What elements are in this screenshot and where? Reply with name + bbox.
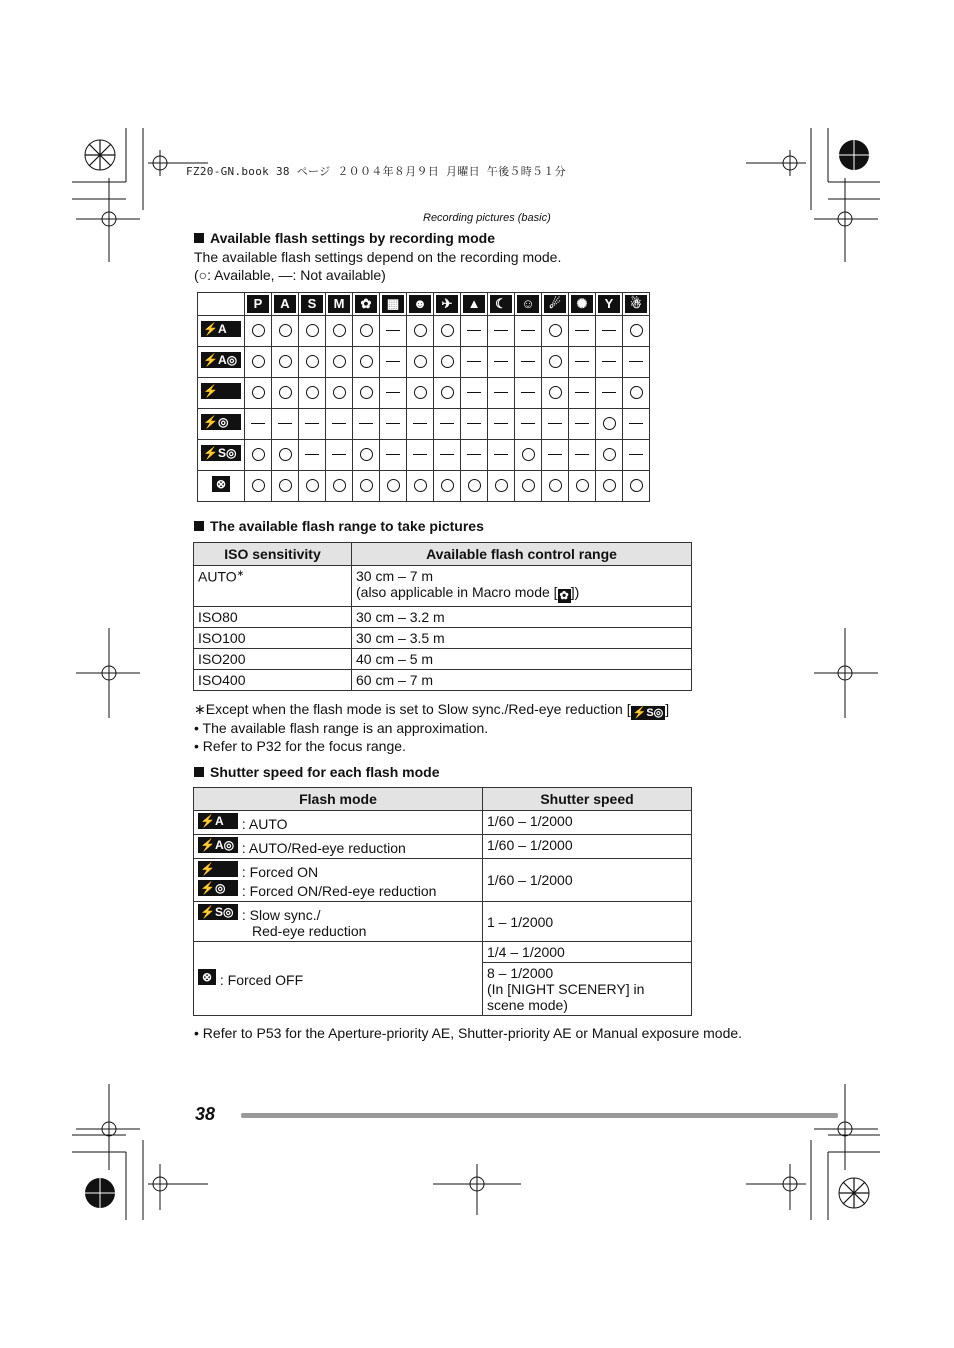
circle-icon <box>252 448 265 461</box>
fireworks-icon: ✺ <box>571 295 593 313</box>
available-mark <box>299 378 326 409</box>
not-available-mark <box>623 440 650 471</box>
motion-picture-icon: ▦ <box>382 295 404 313</box>
page-number: 38 <box>195 1104 216 1124</box>
section1-line1: The available flash settings depend on the recording mode. <box>194 249 562 265</box>
not-available-mark <box>515 409 542 440</box>
not-available-mark <box>326 440 353 471</box>
footer-rule <box>241 1113 838 1118</box>
circle-icon <box>414 386 427 399</box>
section1-legend: (○: Available, —: Not available) <box>194 267 386 283</box>
dash-icon <box>467 392 481 393</box>
grid-mode-header <box>596 293 623 316</box>
available-mark <box>407 471 434 502</box>
not-available-mark <box>272 409 299 440</box>
night-scenery-icon: ☾ <box>490 295 512 313</box>
circle-icon <box>441 324 454 337</box>
grid-corner <box>198 293 245 316</box>
not-available-mark <box>461 378 488 409</box>
col-header-flash-mode: Flash mode <box>194 788 483 811</box>
flash-forced-on-icon: ⚡ <box>201 383 241 399</box>
not-available-mark <box>407 440 434 471</box>
dash-icon <box>467 330 481 331</box>
circle-icon <box>333 324 346 337</box>
dash-icon <box>629 423 643 424</box>
circle-icon <box>333 355 346 368</box>
dash-icon <box>575 454 589 455</box>
dash-icon <box>305 423 319 424</box>
col-header-range: Available flash control range <box>352 543 692 566</box>
col-header-shutter-speed: Shutter speed <box>483 788 692 811</box>
dash-icon <box>575 392 589 393</box>
flash-slow-sync-redeye-icon: ⚡S◎ <box>198 904 238 920</box>
grid-mode-header <box>434 293 461 316</box>
sports-icon: ✈ <box>436 295 458 313</box>
circle-icon <box>468 479 481 492</box>
dash-icon <box>521 361 535 362</box>
grid-mode-header <box>542 293 569 316</box>
circle-icon <box>603 479 616 492</box>
night-portrait-icon: ☺ <box>517 295 539 313</box>
circle-icon <box>306 479 319 492</box>
dash-icon <box>602 361 616 362</box>
circle-icon <box>414 355 427 368</box>
available-mark <box>272 316 299 347</box>
not-available-mark <box>434 409 461 440</box>
available-mark <box>299 471 326 502</box>
not-available-mark <box>569 378 596 409</box>
dash-icon <box>440 454 454 455</box>
available-mark <box>596 471 623 502</box>
available-mark <box>353 316 380 347</box>
available-mark <box>596 440 623 471</box>
flash-auto-redeye-icon: ⚡A◎ <box>201 352 241 368</box>
dash-icon <box>386 330 400 331</box>
not-available-mark <box>488 440 515 471</box>
table-row: ISO80 30 cm – 3.2 m <box>194 607 692 628</box>
not-available-mark <box>515 378 542 409</box>
table-row: ⚡A : AUTO 1/60 – 1/2000 <box>194 811 692 835</box>
available-mark <box>461 471 488 502</box>
available-mark <box>569 471 596 502</box>
grid-row-header <box>198 471 245 502</box>
circle-icon <box>387 479 400 492</box>
not-available-mark <box>353 409 380 440</box>
mode-p-icon: P <box>247 295 269 313</box>
available-mark <box>434 347 461 378</box>
table-row: ⊗ : Forced OFF 1/4 – 1/2000 <box>194 942 692 963</box>
available-mark <box>245 316 272 347</box>
circle-icon <box>549 355 562 368</box>
available-mark <box>542 471 569 502</box>
dash-icon <box>602 330 616 331</box>
available-mark <box>245 347 272 378</box>
available-mark <box>326 378 353 409</box>
not-available-mark <box>569 440 596 471</box>
circle-icon <box>279 448 292 461</box>
not-available-mark <box>596 378 623 409</box>
not-available-mark <box>488 316 515 347</box>
not-available-mark <box>569 409 596 440</box>
dash-icon <box>386 454 400 455</box>
available-mark <box>434 316 461 347</box>
available-mark <box>407 347 434 378</box>
circle-icon <box>630 386 643 399</box>
running-head: Recording pictures (basic) <box>423 212 551 224</box>
grid-mode-header <box>461 293 488 316</box>
grid-mode-header <box>488 293 515 316</box>
flash-availability-grid <box>197 292 650 502</box>
flash-forced-off-icon: ⊗ <box>198 969 216 985</box>
circle-icon <box>306 386 319 399</box>
flash-forced-on-redeye-icon: ⚡◎ <box>198 880 238 896</box>
grid-row <box>198 471 650 502</box>
available-mark <box>272 471 299 502</box>
flash-auto-icon: ⚡A <box>201 321 241 337</box>
dash-icon <box>521 423 535 424</box>
flash-forced-off-icon: ⊗ <box>212 476 230 492</box>
table-row: 8 – 1/2000 (In [NIGHT SCENERY] in scene mode) <box>194 963 692 1016</box>
grid-row-header <box>198 347 245 378</box>
scenery-icon: ▲ <box>463 295 485 313</box>
available-mark <box>326 347 353 378</box>
not-available-mark <box>488 347 515 378</box>
not-available-mark <box>569 316 596 347</box>
flash-slow-sync-redeye-icon: ⚡S◎ <box>201 445 241 461</box>
macro-icon: ✿ <box>355 295 377 313</box>
table-row: ISO400 60 cm – 7 m <box>194 670 692 691</box>
not-available-mark <box>515 316 542 347</box>
grid-mode-header <box>515 293 542 316</box>
grid-row <box>198 316 650 347</box>
grid-mode-header <box>353 293 380 316</box>
dash-icon <box>332 454 346 455</box>
flash-auto-icon: ⚡A <box>198 813 238 829</box>
not-available-mark <box>434 440 461 471</box>
not-available-mark <box>569 347 596 378</box>
available-mark <box>353 378 380 409</box>
not-available-mark <box>596 347 623 378</box>
grid-mode-header <box>245 293 272 316</box>
dash-icon <box>467 454 481 455</box>
available-mark <box>596 409 623 440</box>
not-available-mark <box>488 409 515 440</box>
bullet-focus-range: • Refer to P32 for the focus range. <box>194 738 406 754</box>
dash-icon <box>494 361 508 362</box>
dash-icon <box>629 361 643 362</box>
available-mark <box>299 316 326 347</box>
grid-row <box>198 440 650 471</box>
party-icon: Y <box>598 295 620 313</box>
not-available-mark <box>542 440 569 471</box>
footnote-range: ∗Except when the flash mode is set to Slow sync./Red-eye reduction [ ⚡S◎ ] <box>194 701 670 719</box>
not-available-mark <box>380 378 407 409</box>
snow-icon: ☃ <box>625 295 647 313</box>
mode-a-icon: A <box>274 295 296 313</box>
available-mark <box>299 347 326 378</box>
circle-icon <box>252 386 265 399</box>
square-bullet-icon <box>194 233 204 243</box>
dash-icon <box>305 454 319 455</box>
circle-icon <box>603 448 616 461</box>
circle-icon <box>441 479 454 492</box>
not-available-mark <box>461 409 488 440</box>
circle-icon <box>549 386 562 399</box>
grid-row <box>198 409 650 440</box>
macro-icon: ✿ <box>559 590 569 602</box>
col-header-iso: ISO sensitivity <box>194 543 352 566</box>
grid-header-row <box>198 293 650 316</box>
dash-icon <box>575 330 589 331</box>
dash-icon <box>386 423 400 424</box>
dash-icon <box>440 423 454 424</box>
available-mark <box>326 316 353 347</box>
available-mark <box>353 471 380 502</box>
dash-icon <box>494 423 508 424</box>
grid-row-header <box>198 440 245 471</box>
available-mark <box>515 440 542 471</box>
available-mark <box>272 378 299 409</box>
dash-icon <box>575 361 589 362</box>
grid-mode-header <box>272 293 299 316</box>
table-row: AUTO∗ 30 cm – 7 m (also applicable in Macro mode [ ✿ ]) <box>194 566 692 607</box>
not-available-mark <box>488 378 515 409</box>
available-mark <box>272 440 299 471</box>
available-mark <box>407 316 434 347</box>
not-available-mark <box>623 409 650 440</box>
mode-m-icon: M <box>328 295 350 313</box>
circle-icon <box>630 479 643 492</box>
grid-row <box>198 347 650 378</box>
available-mark <box>488 471 515 502</box>
available-mark <box>623 316 650 347</box>
section-title-shutter-speed: Shutter speed for each flash mode <box>194 764 440 780</box>
square-bullet-icon <box>194 521 204 531</box>
circle-icon <box>441 386 454 399</box>
flash-range-table <box>193 542 692 691</box>
available-mark <box>272 347 299 378</box>
not-available-mark <box>245 409 272 440</box>
not-available-mark <box>299 440 326 471</box>
available-mark <box>353 347 380 378</box>
dash-icon <box>386 392 400 393</box>
dash-icon <box>521 392 535 393</box>
available-mark <box>326 471 353 502</box>
circle-icon <box>252 324 265 337</box>
grid-row-header <box>198 316 245 347</box>
dash-icon <box>494 392 508 393</box>
grid-mode-header <box>299 293 326 316</box>
available-mark <box>623 471 650 502</box>
dash-icon <box>494 454 508 455</box>
not-available-mark <box>407 409 434 440</box>
circle-icon <box>279 324 292 337</box>
not-available-mark <box>542 409 569 440</box>
not-available-mark <box>380 316 407 347</box>
dash-icon <box>575 423 589 424</box>
circle-icon <box>414 324 427 337</box>
grid-mode-header <box>407 293 434 316</box>
portrait-icon: ☻ <box>409 295 431 313</box>
panning-icon: ☄ <box>544 295 566 313</box>
circle-icon <box>360 324 373 337</box>
dash-icon <box>278 423 292 424</box>
shutter-speed-table <box>193 787 692 1016</box>
not-available-mark <box>515 347 542 378</box>
table-row: ⚡S◎ : Slow sync./ Red-eye reduction 1 – 1/2000 <box>194 902 692 942</box>
available-mark <box>542 316 569 347</box>
available-mark <box>380 471 407 502</box>
dash-icon <box>359 423 373 424</box>
table-row: ⚡A◎ : AUTO/Red-eye reduction 1/60 – 1/2000 <box>194 835 692 859</box>
square-bullet-icon <box>194 767 204 777</box>
dash-icon <box>548 423 562 424</box>
bullet-approximation: • The available flash range is an approximation. <box>194 720 489 736</box>
table-row: ⚡ : Forced ON ⚡◎ : Forced ON/Red-eye reduction 1/60 – 1/2000 <box>194 859 692 902</box>
section-title-flash-range: The available flash range to take pictures <box>194 518 484 534</box>
grid-row-header <box>198 378 245 409</box>
circle-icon <box>360 448 373 461</box>
not-available-mark <box>461 347 488 378</box>
not-available-mark <box>461 440 488 471</box>
dash-icon <box>413 423 427 424</box>
grid-row <box>198 378 650 409</box>
circle-icon <box>441 355 454 368</box>
not-available-mark <box>623 347 650 378</box>
available-mark <box>245 378 272 409</box>
available-mark <box>353 440 380 471</box>
not-available-mark <box>380 409 407 440</box>
flash-forced-on-redeye-icon: ⚡◎ <box>201 414 241 430</box>
not-available-mark <box>380 347 407 378</box>
circle-icon <box>576 479 589 492</box>
available-mark <box>623 378 650 409</box>
dash-icon <box>494 330 508 331</box>
circle-icon <box>306 355 319 368</box>
circle-icon <box>279 386 292 399</box>
available-mark <box>407 378 434 409</box>
grid-mode-header <box>623 293 650 316</box>
flash-auto-redeye-icon: ⚡A◎ <box>198 837 238 853</box>
not-available-mark <box>326 409 353 440</box>
not-available-mark <box>380 440 407 471</box>
dash-icon <box>413 454 427 455</box>
circle-icon <box>360 355 373 368</box>
circle-icon <box>279 355 292 368</box>
dash-icon <box>386 361 400 362</box>
circle-icon <box>549 479 562 492</box>
circle-icon <box>549 324 562 337</box>
dash-icon <box>251 423 265 424</box>
dash-icon <box>548 454 562 455</box>
table-row: ISO100 30 cm – 3.5 m <box>194 628 692 649</box>
dash-icon <box>332 423 346 424</box>
mode-s-icon: S <box>301 295 323 313</box>
circle-icon <box>360 386 373 399</box>
circle-icon <box>630 324 643 337</box>
available-mark <box>515 471 542 502</box>
available-mark <box>245 440 272 471</box>
available-mark <box>542 347 569 378</box>
circle-icon <box>522 479 535 492</box>
dash-icon <box>602 392 616 393</box>
book-info-line: FZ20-GN.book 38 ページ ２００４年８月９日 月曜日 午後５時５１分 <box>186 165 566 178</box>
circle-icon <box>360 479 373 492</box>
grid-mode-header <box>326 293 353 316</box>
available-mark <box>542 378 569 409</box>
circle-icon <box>333 386 346 399</box>
not-available-mark <box>461 316 488 347</box>
circle-icon <box>495 479 508 492</box>
circle-icon <box>333 479 346 492</box>
not-available-mark <box>596 316 623 347</box>
dash-icon <box>521 330 535 331</box>
grid-mode-header <box>569 293 596 316</box>
dash-icon <box>629 454 643 455</box>
not-available-mark <box>299 409 326 440</box>
table-row: ISO200 40 cm – 5 m <box>194 649 692 670</box>
available-mark <box>434 378 461 409</box>
circle-icon <box>252 355 265 368</box>
circle-icon <box>252 479 265 492</box>
circle-icon <box>306 324 319 337</box>
circle-icon <box>279 479 292 492</box>
bullet-refer-p53: • Refer to P53 for the Aperture-priority AE, Shutter-priority AE or Manual exposure mode. <box>194 1025 743 1041</box>
dash-icon <box>467 361 481 362</box>
flash-slow-sync-redeye-icon: ⚡S◎ <box>632 707 664 719</box>
flash-forced-on-icon: ⚡ <box>198 861 238 877</box>
section-title-flash-settings: Available flash settings by recording mode <box>194 230 495 246</box>
available-mark <box>434 471 461 502</box>
grid-mode-header <box>380 293 407 316</box>
available-mark <box>245 471 272 502</box>
circle-icon <box>522 448 535 461</box>
grid-row-header <box>198 409 245 440</box>
circle-icon <box>603 417 616 430</box>
circle-icon <box>414 479 427 492</box>
dash-icon <box>467 423 481 424</box>
